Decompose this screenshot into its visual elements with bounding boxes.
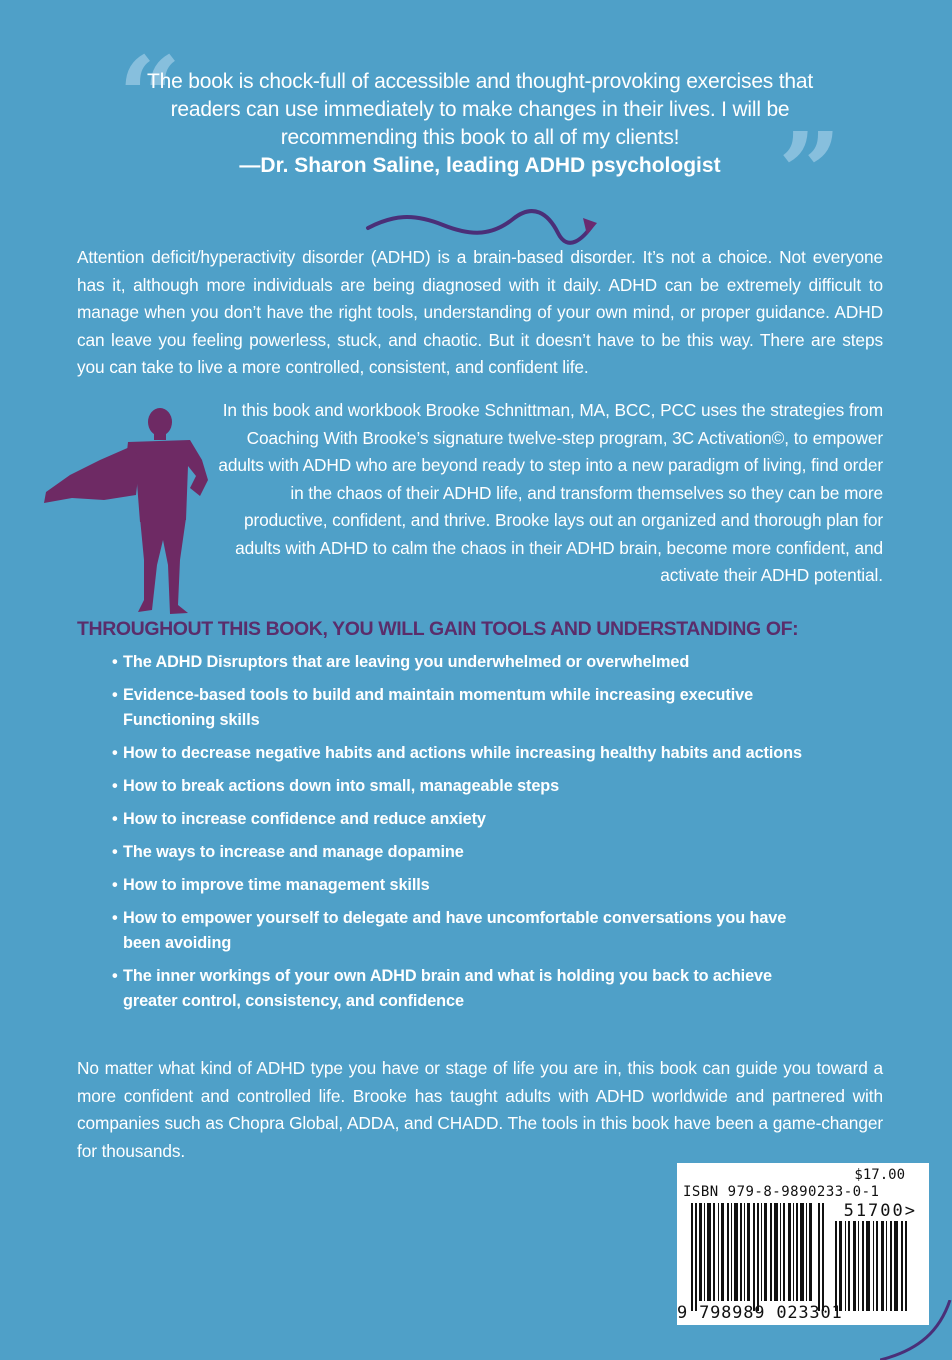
- addon-barcode-icon: [835, 1221, 907, 1311]
- benefits-list: [112, 650, 812, 1022]
- list-item: • How to improve time management skills: [112, 873, 812, 898]
- benefits-heading: THROUGHOUT THIS BOOK, YOU WILL GAIN TOOLS AND UNDERSTANDING OF:: [77, 618, 799, 640]
- quote-text: The book is chock-full of accessible and thought-provoking exercises that readers can use immediately to make changes in their lives. I will be recommending this book to all of my clients!: [147, 70, 813, 149]
- isbn-label: ISBN 979-8-9890233-0-1: [683, 1184, 880, 1200]
- list-item: • The ways to increase and manage dopamine: [112, 840, 812, 865]
- list-item: • How to decrease negative habits and actions while increasing healthy habits and actions: [112, 741, 812, 766]
- quote-attribution: —Dr. Sharon Saline, leading ADHD psychologist: [239, 154, 721, 177]
- list-item: • How to increase confidence and reduce anxiety: [112, 807, 812, 832]
- price-label: $17.00: [854, 1167, 905, 1183]
- close-quote-mark-icon: ”: [778, 108, 842, 237]
- list-item: • Evidence-based tools to build and maintain momentum while increasing executive Functioning skills: [112, 683, 812, 733]
- squiggle-arrow-icon: [363, 205, 603, 245]
- open-quote-mark-icon: “: [118, 32, 182, 161]
- closing-paragraph: No matter what kind of ADHD type you have or stage of life you are in, this book can guide you toward a more confident and controlled life. Brooke has taught adults with ADHD worldwide and partnered with companies such as Chopra Global, ADDA, and CHADD. The tools in this book have been a game-changer for thousands.: [77, 1058, 883, 1161]
- intro-paragraph: Attention deficit/hyperactivity disorder (ADHD) is a brain-based disorder. It’s not a choice. Not everyone has it, although more individuals are being diagnosed with it daily. ADHD can be extremely difficult to manage when you don’t have the right tools, understanding of your own mind, or proper guidance. ADHD can leave you feeling powerless, stuck, and chaotic. But it doesn’t have to be this way. There are steps you can take to live a more controlled, consistent, and confident life.: [77, 247, 883, 377]
- ean-digits: 9 798989 023301: [677, 1303, 843, 1323]
- list-item: • How to empower yourself to delegate and have uncomfortable conversations you have been avoiding: [112, 906, 812, 956]
- author-paragraph: In this book and workbook Brooke Schnittman, MA, BCC, PCC uses the strategies from Coaching With Brooke’s signature twelve-step program, 3C Activation©, to empower adults with ADHD who are beyond ready to step into a new paradigm of living, find order in the chaos of their ADHD life, and transform themselves so they can be more productive, confident, and thrive. Brooke lays out an organized and thorough plan for adults with ADHD to calm the chaos in their ADHD brain, become more confident, and activate their ADHD potential.: [218, 400, 883, 585]
- list-item: • The inner workings of your own ADHD brain and what is holding you back to achieve greater control, consistency, and confidence: [112, 964, 812, 1014]
- list-item: • The ADHD Disruptors that are leaving you underwhelmed or overwhelmed: [112, 650, 812, 675]
- list-item: • How to break actions down into small, manageable steps: [112, 774, 812, 799]
- testimonial-quote: [120, 68, 840, 180]
- superhero-silhouette-icon: [40, 400, 215, 620]
- addon-code: 51700>: [843, 1201, 917, 1221]
- decorative-arc-icon: [880, 1300, 952, 1360]
- barcode-icon: [691, 1203, 826, 1311]
